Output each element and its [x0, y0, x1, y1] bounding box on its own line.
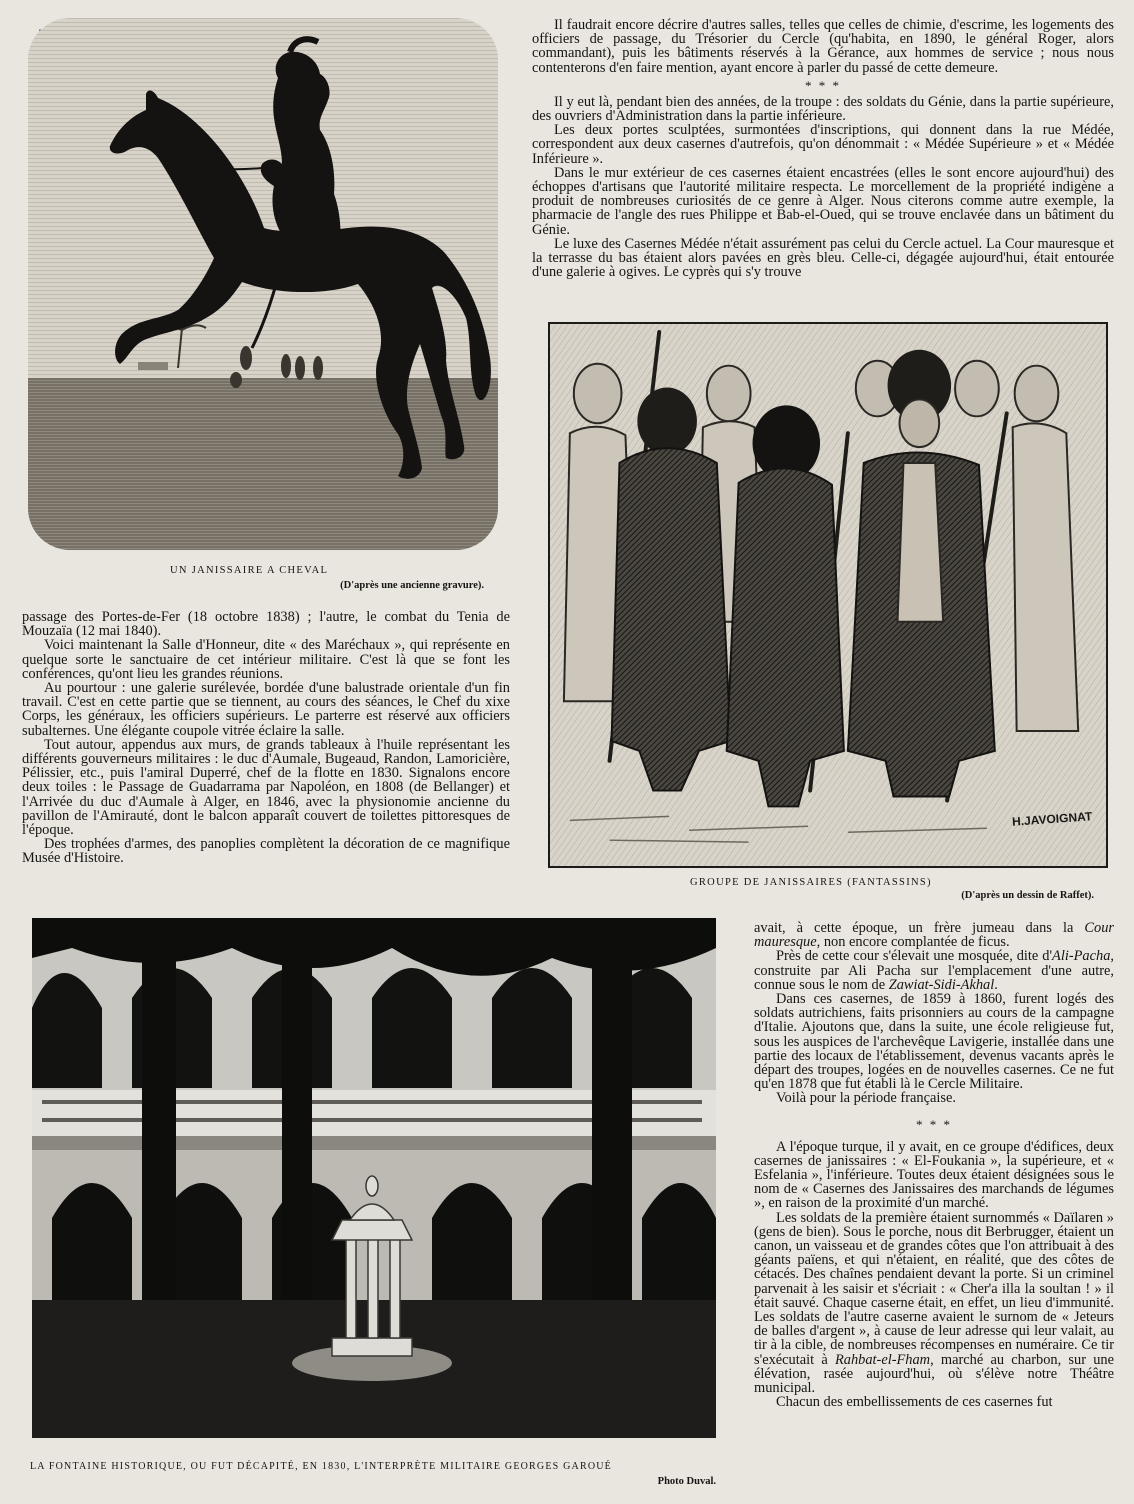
paragraph: Les deux portes sculptées, surmontées d'inscriptions, qui donnent dans la rue Médée, correspondent aux deux casernes d'autrefois, qu'on dénommait : « Médée Supérieure » et « Médée Inférieure ».	[532, 122, 1114, 167]
artist-signature: H.JAVOIGNAT	[1011, 809, 1093, 829]
paragraph: Près de cette cour s'élevait une mosquée, dite d'Ali-Pacha, construite par Ali Pacha sur l'emplacement d'une autre, connue sous le nom de Zawiat-Sidi-Akhal.	[754, 948, 1114, 993]
section-divider: * * *	[916, 1116, 952, 1132]
paragraph: Au pourtour : une galerie surélevée, bordée d'une balustrade orientale d'un fin travail. C'est en cette partie que se tiennent, au cours des séances, le Chef du xixe Corps, les généraux, les officiers supérieurs. Le parterre est réservé aux officiers subalternes. Une élégante coupole vitrée éclaire la salle.	[22, 680, 510, 739]
section-divider: * * *	[805, 77, 841, 93]
figure-caption-janissaries-group: GROUPE DE JANISSAIRES (FANTASSINS)	[690, 877, 932, 888]
paragraph: Voici maintenant la Salle d'Honneur, dite « des Maréchaux », qui représente en quelque sorte le sanctuaire de cet intérieur militaire. C'est là que se font les conférences, qu'ont lieu les grandes réunions.	[22, 637, 510, 682]
janissaries-group-drawing	[548, 322, 1108, 868]
paragraph: Il y eut là, pendant bien des années, de la troupe : des soldats du Génie, dans la partie supérieure, des ouvriers d'Administration dans la partie inférieure.	[532, 93, 1114, 125]
article-text-right-bottom	[754, 921, 1114, 1410]
figure-caption-historic-fountain: LA FONTAINE HISTORIQUE, OU FUT DÉCAPITÉ, EN 1830, L'INTERPRÈTE MILITAIRE GEORGES GAROUÉ	[30, 1461, 612, 1472]
paragraph: avait, à cette époque, un frère jumeau dans la Cour mauresque, non encore complantée de ficus.	[754, 920, 1114, 951]
historic-fountain-photo	[32, 918, 716, 1438]
paragraph: Chacun des embellissements de ces casernes fut	[776, 1394, 1053, 1411]
article-text-left-middle	[22, 610, 510, 866]
figure-credit-janissary-horseback: (D'après une ancienne gravure).	[340, 580, 484, 591]
paragraph: Voilà pour la période française.	[776, 1090, 956, 1107]
paragraph: A l'époque turque, il y avait, en ce groupe d'édifices, deux casernes de janissaires : « El-Foukania », la supérieure, et « Esfelania », l'inférieure. Toutes deux étaient désignées sous le nom de « Casernes des Janissaires des marchands de légumes », en raison de la proximité d'un marché.	[754, 1138, 1114, 1212]
figure-credit-janissaries-group: (D'après un dessin de Raffet).	[961, 890, 1094, 901]
paragraph: Tout autour, appendus aux murs, de grands tableaux à l'huile représentant les différents gouverneurs militaires : le duc d'Aumale, Bugeaud, Randon, Lamoricière, Pélissier, etc., puis l'amiral Duperré, chef de la flotte en 1830. Signalons encore deux toiles : le Passage de Guadarrama par Napoléon, en 1808 (de Bellanger) et l'Arrivée du duc d'Aumale à Alger, en 1846, avec la physionomie ancienne du pavillon de l'Amirauté, dont le balcon apparaît couvert de toilettes pittoresques de l'époque.	[22, 736, 510, 839]
paragraph: passage des Portes-de-Fer (18 octobre 1838) ; l'autre, le combat du Tenia de Mouzaïa (12 mai 1840).	[22, 609, 510, 640]
paragraph: Il faudrait encore décrire d'autres salles, telles que celles de chimie, d'escrime, les logements des officiers de passage, du Trésorier du Cercle (qu'habita, en 1890, le général Roger, alors commandant), puis les bâtiments réservés à la Gérance, aux hommes de service ; nous nous contenterons d'en faire mention, ayant encore à parler du passé de cette demeure.	[532, 17, 1114, 76]
paragraph: Les soldats de la première étaient surnommés « Daïlaren » (gens de bien). Sous le porche, nous dit Berbrugger, étaient un canon, un vaisseau et de grandes côtes que l'on attribuait à des géants païens, et qui n'étaient, en réalité, que des côtes de cétacés. Des chaînes pendaient devant la porte. Si un criminel parvenait à les saisir et s'écriait : « Cher'a illa la soultan ! » il était sauvé. Chaque caserne était, en effet, un lieu d'immunité. Les soldats de l'autre caserne avaient le surnom de « Jeteurs de balles d'argent », à cause de leur adresse qui leur valait, au tir à la cible, de nombreuses récompenses en numéraire. Ce tir s'exécutait à Rahbat-el-Fham, marché au charbon, sur une élévation, rasée aujourd'hui, où s'élève notre Théâtre municipal.	[754, 1209, 1114, 1397]
figure-credit-historic-fountain: Photo Duval.	[657, 1476, 716, 1487]
paragraph: Le luxe des Casernes Médée n'était assurément pas celui du Cercle actuel. La Cour mauresque et la terrasse du bas étaient alors pavées en grès bleu. Celle-ci, dégagée aujourd'hui, était entourée d'une galerie à ogives. Le cyprès qui s'y trouve	[532, 235, 1114, 281]
paragraph: Dans ces casernes, de 1859 à 1860, furent logés des soldats autrichiens, faits prisonniers au cours de la campagne d'Italie. Ajoutons que, dans la suite, une école religieuse fut, sous les auspices de l'archevêque Lavigerie, installée dans une partie des locaux de l'établissement, devenus vacants après le départ des troupes, logées en de nouvelles casernes. Ce ne fut qu'en 1878 que fut établi là le Cercle Militaire.	[754, 991, 1114, 1093]
paragraph: Dans le mur extérieur de ces casernes étaient encastrées (elles le sont encore aujourd'hui) des échoppes d'artisans que l'autorité militaire respecta. Le morcellement de la propriété indigène a produit de nombreuses curiosités de ce genre à Alger. Nous citerons comme autre exemple, la pharmacie de l'angle des rues Philippe et Bab-el-Oued, qui se trouve enclavée dans un bâtiment du Génie.	[532, 164, 1114, 238]
figure-caption-janissary-horseback: UN JANISSAIRE A CHEVAL	[170, 565, 329, 576]
article-text-right-top	[532, 18, 1114, 279]
janissary-horseback-engraving	[28, 18, 498, 550]
paragraph: Des trophées d'armes, des panoplies complètent la décoration de ce magnifique Musée d'Histoire.	[22, 836, 510, 867]
